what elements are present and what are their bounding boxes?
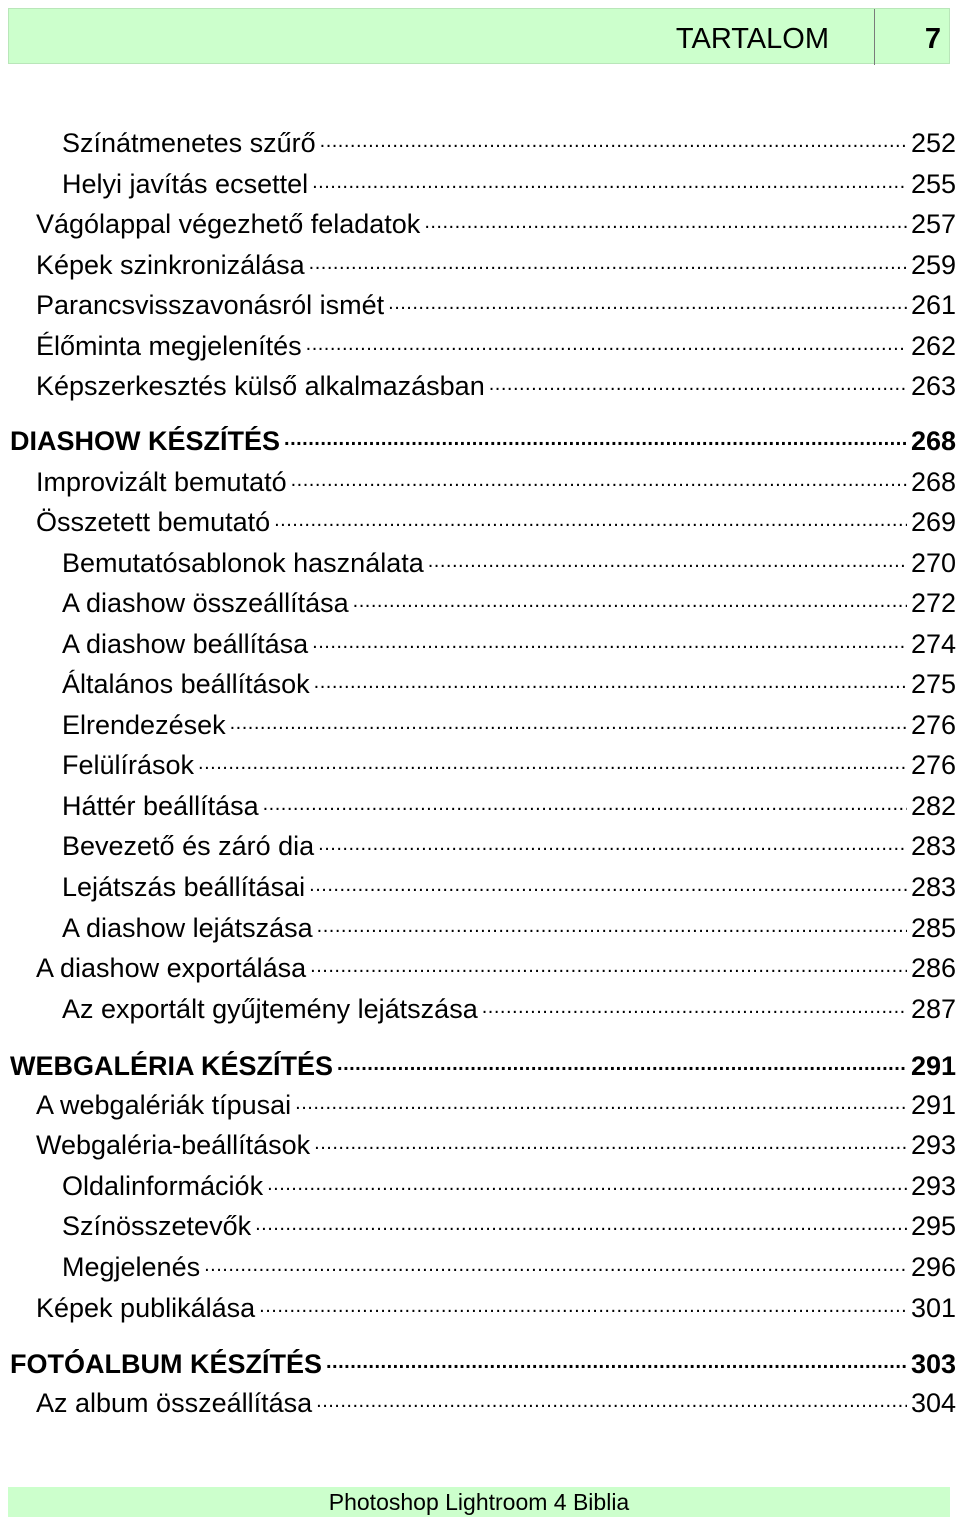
dot-leader bbox=[318, 835, 907, 855]
toc-entry-page: 252 bbox=[910, 128, 956, 158]
toc-entry-title: Általános beállítások bbox=[62, 669, 310, 699]
dot-leader bbox=[388, 294, 907, 314]
toc-entry-title: DIASHOW KÉSZÍTÉS bbox=[10, 426, 281, 456]
toc-entry[interactable] bbox=[62, 707, 956, 743]
toc-entry-page: 283 bbox=[910, 872, 956, 902]
toc-entry-page: 286 bbox=[910, 953, 956, 983]
toc-entry-page: 275 bbox=[910, 669, 956, 699]
toc-entry-title: Háttér beállítása bbox=[62, 791, 259, 821]
toc-entry-title: Elrendezések bbox=[62, 710, 226, 740]
dot-leader bbox=[337, 1055, 907, 1075]
toc-entry[interactable] bbox=[36, 368, 956, 404]
toc-entry-page: 262 bbox=[910, 331, 956, 361]
dot-leader bbox=[489, 375, 907, 395]
toc-entry[interactable] bbox=[62, 585, 956, 621]
toc-entry[interactable] bbox=[36, 328, 956, 364]
dot-leader bbox=[255, 1215, 907, 1235]
toc-entry-page: 293 bbox=[910, 1171, 956, 1201]
toc-entry-title: Vágólappal végezhető feladatok bbox=[36, 209, 421, 239]
toc-entry[interactable] bbox=[62, 747, 956, 783]
toc-entry-title: Bemutatósablonok használata bbox=[62, 548, 424, 578]
toc-entry-page: 268 bbox=[910, 426, 956, 456]
toc-entry-title: A diashow beállítása bbox=[62, 629, 309, 659]
toc-entry[interactable] bbox=[62, 1168, 956, 1204]
toc-entry-page: 261 bbox=[910, 290, 956, 320]
toc-entry-page: 301 bbox=[910, 1293, 956, 1323]
toc-entry-title: Képek publikálása bbox=[36, 1293, 256, 1323]
toc-entry-title: Improvizált bemutató bbox=[36, 467, 287, 497]
toc-entry[interactable] bbox=[36, 1290, 956, 1326]
dot-leader bbox=[353, 592, 907, 612]
dot-leader bbox=[198, 754, 907, 774]
toc-entry[interactable] bbox=[62, 869, 956, 905]
toc-entry-page: 276 bbox=[910, 750, 956, 780]
toc-entry-title: Az exportált gyűjtemény lejátszása bbox=[62, 994, 478, 1024]
dot-leader bbox=[295, 1094, 907, 1114]
toc-entry-page: 270 bbox=[910, 548, 956, 578]
toc-entry-page: 272 bbox=[910, 588, 956, 618]
toc-entry[interactable] bbox=[36, 950, 956, 986]
toc-entry-page: 295 bbox=[910, 1211, 956, 1241]
dot-leader bbox=[204, 1256, 907, 1276]
dot-leader bbox=[424, 213, 907, 233]
toc-entry-page: 276 bbox=[910, 710, 956, 740]
toc-chapter[interactable] bbox=[10, 1048, 956, 1084]
toc-entry-page: 263 bbox=[910, 371, 956, 401]
dot-leader bbox=[259, 1297, 907, 1317]
header-divider bbox=[874, 9, 875, 65]
dot-leader bbox=[314, 1134, 907, 1154]
dot-leader bbox=[274, 511, 907, 531]
toc-entry-title: Helyi javítás ecsettel bbox=[62, 169, 309, 199]
page-header bbox=[8, 8, 950, 64]
dot-leader bbox=[284, 430, 907, 450]
toc-entry[interactable] bbox=[36, 1385, 956, 1421]
toc-entry-page: 259 bbox=[910, 250, 956, 280]
toc-entry[interactable] bbox=[62, 991, 956, 1027]
dot-leader bbox=[309, 254, 907, 274]
toc-chapter[interactable] bbox=[10, 1346, 956, 1382]
toc-entry-title: A diashow összeállítása bbox=[62, 588, 349, 618]
page-number: 7 bbox=[924, 23, 941, 55]
toc-entry-title: Képek szinkronizálása bbox=[36, 250, 305, 280]
toc-entry-title: A diashow exportálása bbox=[36, 953, 307, 983]
toc-entry-page: 268 bbox=[910, 467, 956, 497]
dot-leader bbox=[263, 795, 907, 815]
toc-entry-title: Élőminta megjelenítés bbox=[36, 331, 302, 361]
page-footer: Photoshop Lightroom 4 Biblia bbox=[8, 1487, 950, 1517]
toc-entry-title: Felülírások bbox=[62, 750, 195, 780]
toc-entry-page: 291 bbox=[910, 1090, 956, 1120]
toc-entry-page: 255 bbox=[910, 169, 956, 199]
toc-entry-page: 269 bbox=[910, 507, 956, 537]
dot-leader bbox=[309, 876, 907, 896]
dot-leader bbox=[326, 1353, 907, 1373]
toc-entry-title: Összetett bemutató bbox=[36, 507, 271, 537]
toc-entry[interactable] bbox=[62, 1208, 956, 1244]
toc-entry[interactable] bbox=[36, 247, 956, 283]
toc-entry-page: 274 bbox=[910, 629, 956, 659]
toc-entry-page: 282 bbox=[910, 791, 956, 821]
toc-entry[interactable] bbox=[62, 910, 956, 946]
toc-entry-title: Megjelenés bbox=[62, 1252, 201, 1282]
toc-entry[interactable] bbox=[36, 464, 956, 500]
toc-entry[interactable] bbox=[36, 287, 956, 323]
toc-entry[interactable] bbox=[62, 788, 956, 824]
toc-entry-page: 293 bbox=[910, 1130, 956, 1160]
dot-leader bbox=[306, 335, 907, 355]
toc-entry[interactable] bbox=[62, 1249, 956, 1285]
toc-entry-title: A diashow lejátszása bbox=[62, 913, 313, 943]
toc-entry-page: 283 bbox=[910, 831, 956, 861]
toc-chapter[interactable] bbox=[10, 423, 956, 459]
dot-leader bbox=[428, 552, 907, 572]
toc-entry[interactable] bbox=[62, 545, 956, 581]
toc-entry[interactable] bbox=[36, 504, 956, 540]
toc-entry-title: Színösszetevők bbox=[62, 1211, 252, 1241]
toc-entry[interactable] bbox=[62, 626, 956, 662]
toc-entry[interactable] bbox=[36, 206, 956, 242]
toc-entry-title: Bevezető és záró dia bbox=[62, 831, 315, 861]
toc-entry-page: 257 bbox=[910, 209, 956, 239]
dot-leader bbox=[310, 957, 907, 977]
dot-leader bbox=[320, 132, 907, 152]
toc-entry-page: 296 bbox=[910, 1252, 956, 1282]
toc-entry-page: 285 bbox=[910, 913, 956, 943]
dot-leader bbox=[267, 1175, 907, 1195]
toc-entry-title: FOTÓALBUM KÉSZÍTÉS bbox=[10, 1349, 322, 1379]
dot-leader bbox=[317, 917, 907, 937]
toc-entry-title: Az album összeállítása bbox=[36, 1388, 313, 1418]
toc-entry-title: Oldalinformációk bbox=[62, 1171, 264, 1201]
toc-entry-title: Parancsvisszavonásról ismét bbox=[36, 290, 385, 320]
dot-leader bbox=[291, 471, 907, 491]
toc-entry-title: Képszerkesztés külső alkalmazásban bbox=[36, 371, 485, 401]
running-title: TARTALOM bbox=[675, 23, 829, 55]
toc-entry[interactable] bbox=[36, 1127, 956, 1163]
dot-leader bbox=[316, 1392, 907, 1412]
toc-entry-title: Színátmenetes szűrő bbox=[62, 128, 316, 158]
toc-entry[interactable] bbox=[62, 166, 956, 202]
toc-entry[interactable] bbox=[62, 828, 956, 864]
dot-leader bbox=[312, 173, 907, 193]
toc-entry-title: WEBGALÉRIA KÉSZÍTÉS bbox=[10, 1051, 334, 1081]
toc-entry[interactable] bbox=[62, 125, 956, 161]
toc-entry-title: Lejátszás beállításai bbox=[62, 872, 306, 902]
dot-leader bbox=[314, 673, 907, 693]
toc-entry-title: Webgaléria-beállítások bbox=[36, 1130, 311, 1160]
toc-entry-page: 304 bbox=[910, 1388, 956, 1418]
toc-entry-page: 287 bbox=[910, 994, 956, 1024]
toc-entry-page: 303 bbox=[910, 1349, 956, 1379]
toc-entry-page: 291 bbox=[910, 1051, 956, 1081]
toc-entry-title: A webgalériák típusai bbox=[36, 1090, 292, 1120]
dot-leader bbox=[482, 998, 907, 1018]
toc-entry[interactable] bbox=[62, 666, 956, 702]
dot-leader bbox=[230, 714, 907, 734]
toc-entry[interactable] bbox=[36, 1087, 956, 1123]
dot-leader bbox=[312, 633, 907, 653]
